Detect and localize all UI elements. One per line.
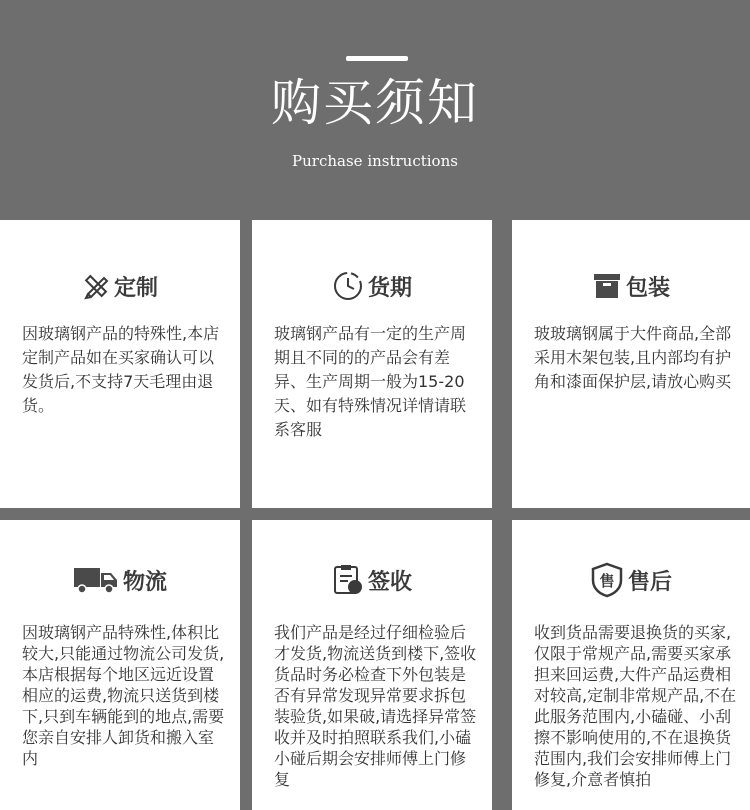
card-logistics (0, 520, 240, 810)
card-header (512, 560, 750, 600)
card-header (252, 560, 492, 600)
card-title: 物流 (122, 569, 167, 595)
sign-document-icon (332, 564, 364, 596)
title-accent-bar (346, 56, 408, 61)
card-title: 货期 (367, 275, 412, 301)
card-title: 定制 (113, 275, 158, 301)
card-header (512, 266, 750, 306)
card-header (252, 266, 492, 306)
page-subtitle: Purchase instructions (292, 152, 458, 170)
card-header (0, 560, 240, 600)
truck-icon (73, 565, 119, 595)
card-packaging (512, 220, 750, 508)
page-title: 购买须知 (271, 74, 479, 132)
card-customization (0, 220, 240, 508)
card-title: 签收 (367, 569, 412, 595)
card-text: 因玻璃钢产品特殊性,体积比较大,只能通过物流公司发货,本店根据每个地区远近设置相应的运费,物流只送货到楼下,只到车辆能到的地点,需要您亲自安排人卸货和搬入室内 (22, 623, 225, 768)
card-sign-receipt (252, 520, 492, 810)
svg-text:售: 售 (599, 572, 615, 590)
card-text: 我们产品是经过仔细检验后才发货,物流送货到楼下,签收货品时务必检查下外包装是否有异常发现异常要求拆包装验货,如果破,请选择异常签收并及时拍照联系我们,小磕小碰后期会安排师傅上门修复 (274, 623, 477, 789)
card-after-sales (512, 520, 750, 810)
card-delivery-time (252, 220, 492, 508)
card-title: 包装 (625, 275, 670, 301)
ruler-pencil-icon (82, 272, 110, 300)
box-icon (592, 271, 622, 301)
card-text: 玻玻璃钢属于大件商品,全部采用木架包装,且内部均有护角和漆面保护层,请放心购买 (534, 324, 732, 391)
card-text: 因玻璃钢产品的特殊性,本店定制产品如在买家确认可以发货后,不支持7天毛理由退货。 (22, 324, 220, 415)
card-text: 收到货品需要退换货的买家,仅限于常规产品,需要买家承担来回运费,大件产品运费相对较高,定制非常规产品,不在此服务范围内,小磕碰、小刮擦不影响使用的,不在退换货范围内,我们会安排师傅上门修复,介意者慎拍 (534, 623, 737, 789)
card-text: 玻璃钢产品有一定的生产周期且不同的的产品会有差异、生产周期一般为15-20天、如有特殊情况详情请联系客服 (274, 324, 467, 439)
card-header (0, 266, 240, 306)
header-banner (0, 0, 750, 218)
after-sale-shield-icon (590, 562, 624, 598)
card-title: 售后 (627, 569, 672, 595)
clock-icon (332, 270, 364, 302)
